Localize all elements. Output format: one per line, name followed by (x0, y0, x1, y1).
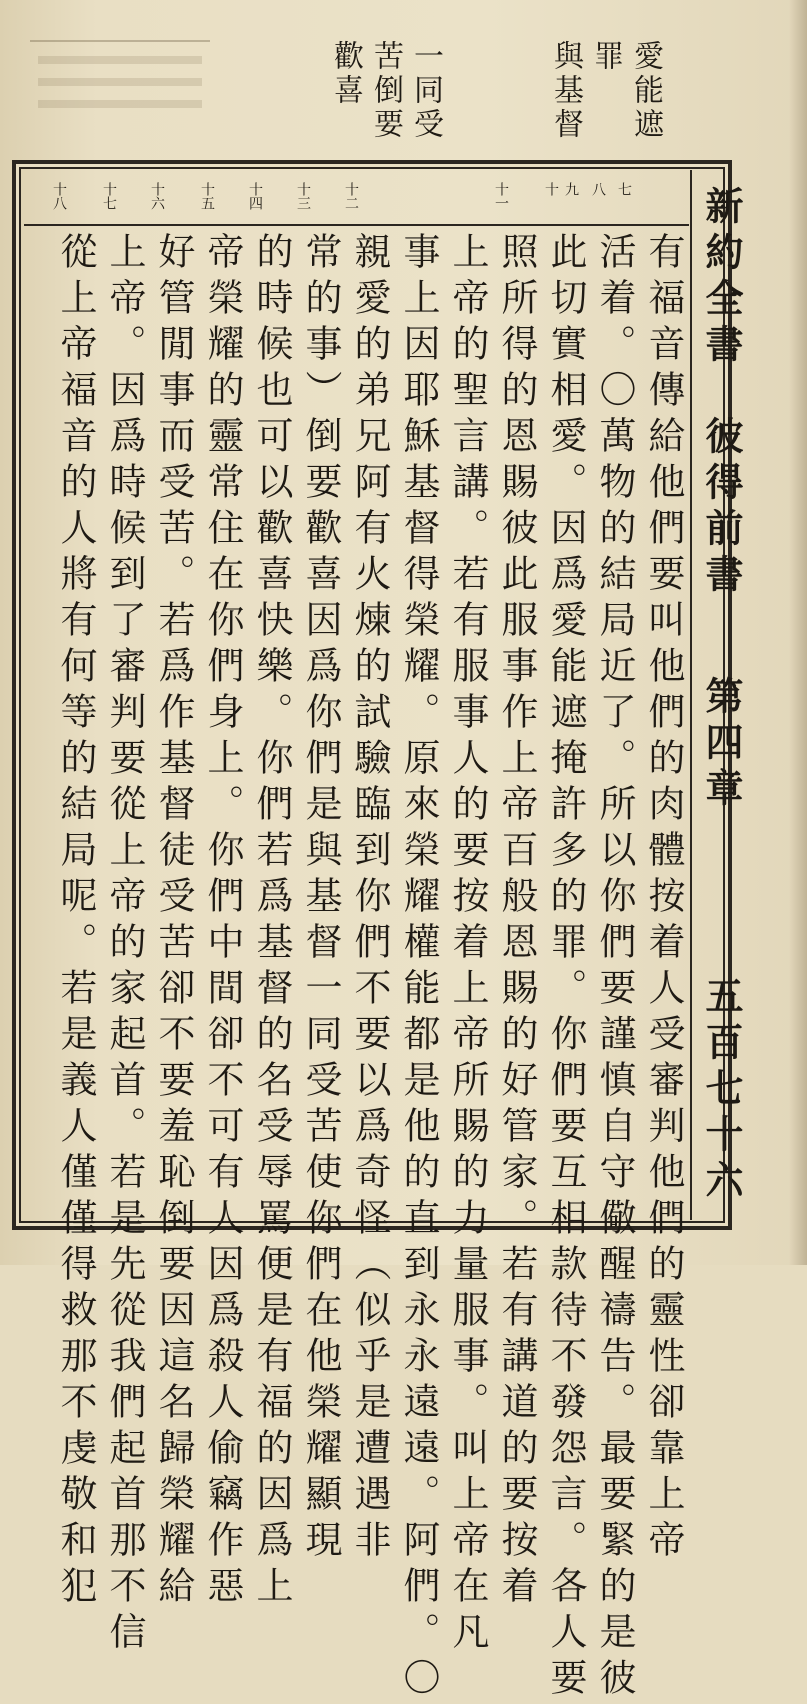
verse-marker: 九 (563, 182, 579, 196)
verse-marker: 十一 (493, 182, 509, 210)
text-column: 有福音傳給他們要叫他們的肉體按着人受審判他們的靈性卻靠上帝 (642, 232, 685, 1566)
top-column: 愛能遮 (628, 40, 663, 142)
text-column: 好管閒事而受苦。若爲作基督徒受苦卻不要羞恥倒要因這名歸榮耀給 (152, 232, 195, 1612)
text-column: 上帝的聖言講。若有服事人的要按着上帝所賜的力量服事。叫上帝在凡 (446, 232, 489, 1658)
verse-marker: 十 (543, 182, 559, 196)
text-column: 上帝。因爲時候到了審判要從上帝的家起首。若是先從我們起首那不信 (103, 232, 146, 1658)
text-column: 此切實相愛。因爲愛能遮掩許多的罪。你們要互相款待不發怨言。各人要 (544, 232, 587, 1704)
text-column: 帝榮耀的靈常住在你們身上。你們中間卻不可有人因爲殺人偷竊作惡 (201, 232, 244, 1612)
verse-marker: 十四 (247, 182, 263, 210)
text-column: 親愛的弟兄阿有火煉的試驗臨到你們不要以爲奇怪（似乎是遭遇非 (348, 232, 391, 1566)
top-column: 歡喜 (328, 40, 363, 108)
top-text-fragment (240, 40, 663, 160)
verse-marker: 十三 (295, 182, 311, 210)
verse-marker: 八 (590, 182, 606, 196)
text-column: 從上帝福音的人將有何等的結局呢。若是義人僅僅得救那不虔敬和犯 (54, 232, 97, 1612)
top-column: 與基督 (548, 40, 583, 142)
top-column: 罪 (588, 40, 623, 74)
verse-marker: 十五 (199, 182, 215, 210)
page-number: 五百七十六 (699, 976, 744, 1206)
previous-page-bleed (30, 40, 210, 162)
book-title: 新約全書 (699, 186, 744, 370)
verse-marker: 七 (616, 182, 632, 196)
top-column: 苦倒要 (368, 40, 403, 142)
text-column: 活着。〇萬物的結局近了。所以你們要謹慎自守儆醒禱告。最要緊的是彼 (593, 232, 636, 1704)
text-column: 常的事）倒要歡喜因爲你們是與基督一同受苦使你們在他榮耀顯現 (299, 232, 342, 1566)
top-column: 一同受 (408, 40, 443, 142)
epistle-title: 彼得前書 (699, 416, 744, 600)
text-column: 的時候也可以歡喜快樂。你們若爲基督的名受辱罵便是有福的因爲上 (250, 232, 293, 1612)
text-column: 事上因耶穌基督得榮耀。原來榮耀權能都是他的直到永永遠遠。阿們。〇 (397, 232, 440, 1704)
verse-number-strip (24, 176, 689, 226)
verse-marker: 十七 (101, 182, 117, 210)
verse-marker: 十六 (149, 182, 165, 210)
book-spine-shadow (789, 0, 807, 1265)
chapter-label: 第四章 (699, 676, 744, 814)
verse-marker: 十二 (343, 182, 359, 210)
body-text (30, 232, 690, 1704)
verse-marker: 十八 (51, 182, 67, 210)
text-column: 照所得的恩賜彼此服事作上帝百般恩賜的好管家。若有講道的要按着 (495, 232, 538, 1612)
running-head (692, 176, 772, 1206)
